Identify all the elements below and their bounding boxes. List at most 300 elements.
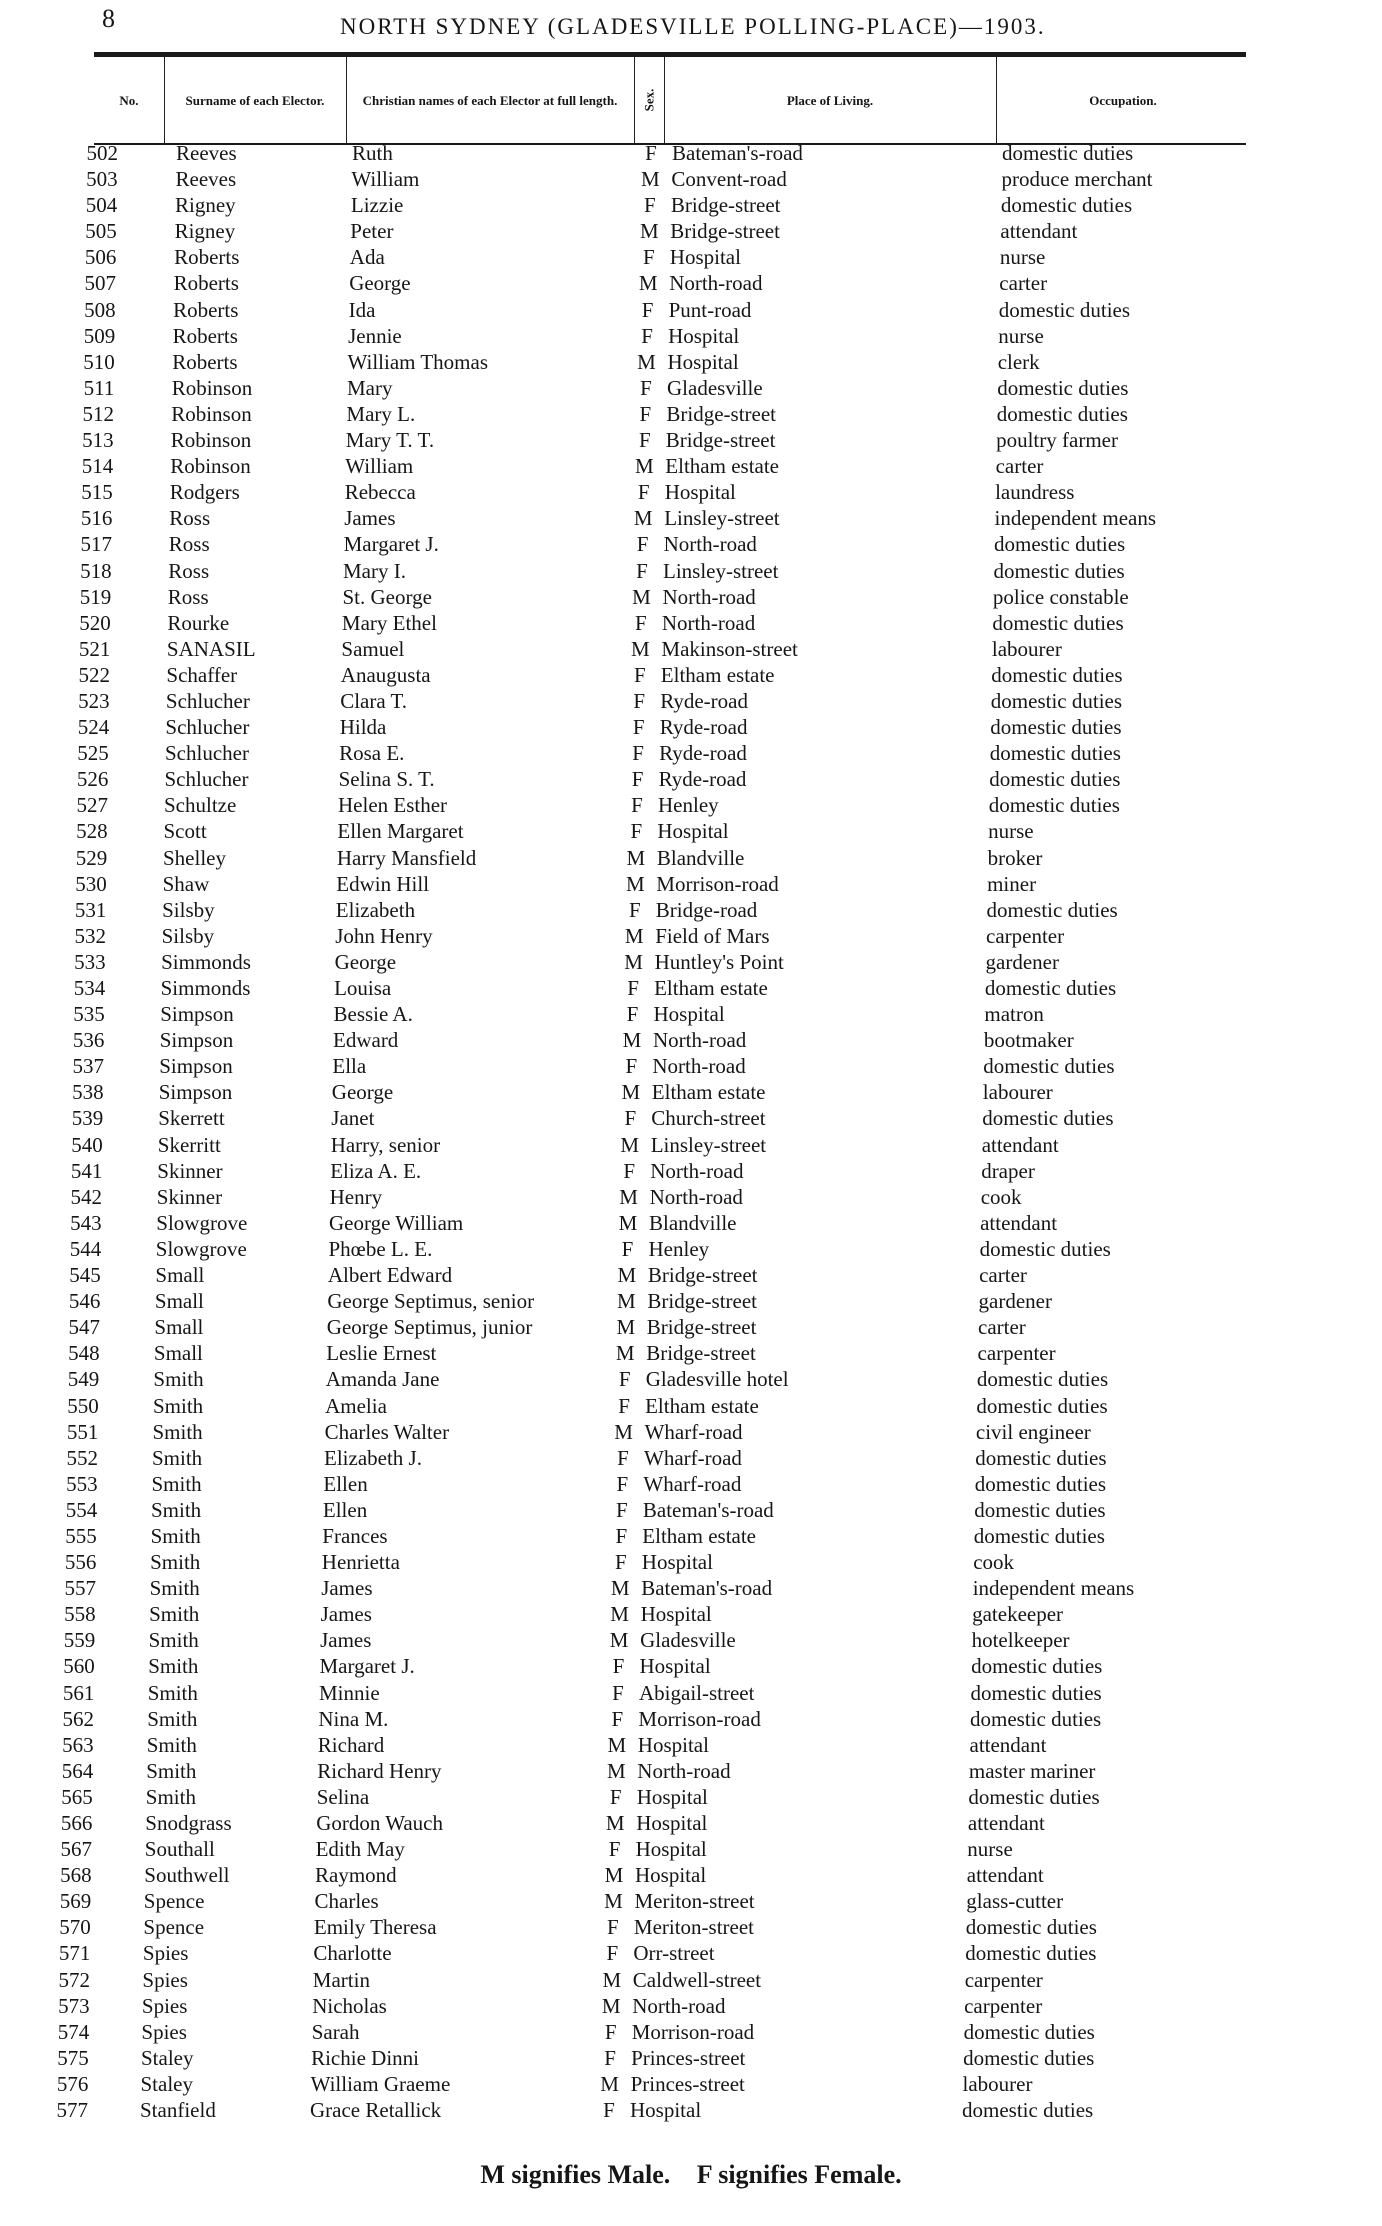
cell-place-of-living: Bridge-street <box>666 401 777 426</box>
cell-occupation: carpenter <box>986 923 1065 948</box>
cell-number: 509 <box>83 323 116 348</box>
cell-number: 507 <box>84 271 116 296</box>
cell-surname: Schultze <box>164 793 237 818</box>
cell-christian-names: Peter <box>350 219 394 244</box>
cell-surname: Rigney <box>174 219 236 244</box>
table-row <box>0 584 1382 610</box>
cell-christian-names: Louisa <box>334 976 392 1000</box>
cell-number: 550 <box>67 1393 99 1418</box>
cell-christian-names: Rosa E. <box>339 741 405 766</box>
cell-surname: Stanfield <box>140 2098 216 2123</box>
cell-sex: F <box>638 428 651 453</box>
cell-christian-names: William Thomas <box>347 349 488 374</box>
cell-christian-names: Minnie <box>319 1680 380 1705</box>
cell-occupation: carpenter <box>964 1967 1043 1992</box>
cell-number: 518 <box>80 558 112 583</box>
cell-occupation: police constable <box>992 584 1129 609</box>
table-row <box>0 558 1382 584</box>
cell-number: 566 <box>60 1811 93 1835</box>
cell-place-of-living: Bridge-street <box>646 1341 756 1366</box>
table-row <box>0 1288 1382 1314</box>
cell-surname: Smith <box>145 1784 196 1809</box>
cell-place-of-living: Hospital <box>641 1550 713 1575</box>
cell-christian-names: Jennie <box>348 323 402 348</box>
table-row <box>0 1888 1382 1914</box>
cell-place-of-living: Wharf-road <box>643 1471 742 1496</box>
cell-surname: Robinson <box>171 401 252 426</box>
cell-sex: M <box>610 1576 630 1601</box>
cell-sex: F <box>616 1471 629 1496</box>
cell-christian-names: Mary <box>347 375 393 400</box>
cell-christian-names: Mary Ethel <box>341 610 437 635</box>
cell-christian-names: Martin <box>312 1967 370 1992</box>
table-row <box>0 1445 1382 1471</box>
cell-surname: Schlucher <box>164 767 249 792</box>
cell-place-of-living: Hospital <box>667 349 739 374</box>
cell-sex: F <box>607 1915 619 1940</box>
table-row <box>0 1393 1382 1419</box>
cell-number: 542 <box>70 1184 102 1209</box>
cell-place-of-living: Blandville <box>656 845 745 870</box>
table-row <box>0 1340 1382 1366</box>
cell-place-of-living: Eltham estate <box>642 1523 757 1548</box>
table-row <box>0 1027 1382 1053</box>
cell-christian-names: Ellen <box>322 1497 368 1522</box>
cell-christian-names: Samuel <box>341 636 405 661</box>
cell-number: 567 <box>60 1837 92 1862</box>
cell-christian-names: Gordon Wauch <box>316 1811 443 1835</box>
table-row <box>0 1132 1382 1158</box>
cell-sex: M <box>607 1732 627 1757</box>
cell-surname: Spies <box>142 1941 189 1966</box>
cell-christian-names: Harry Mansfield <box>336 845 477 870</box>
cell-christian-names: Selina S. T. <box>338 767 435 792</box>
header-sex-label: Sex. <box>641 88 656 112</box>
cell-place-of-living: Hospital <box>668 323 740 348</box>
cell-sex: F <box>633 662 646 687</box>
table-row <box>0 923 1382 949</box>
cell-sex: M <box>610 1602 629 1627</box>
cell-surname: Simpson <box>160 1002 234 1027</box>
cell-sex: F <box>603 2098 615 2123</box>
cell-number: 506 <box>84 245 117 270</box>
cell-number: 554 <box>65 1497 98 1522</box>
cell-christian-names: St. George <box>342 584 432 609</box>
cell-place-of-living: North-road <box>650 1158 744 1183</box>
cell-number: 544 <box>69 1236 102 1261</box>
cell-occupation: domestic duties <box>996 401 1128 426</box>
cell-occupation: carter <box>995 454 1044 479</box>
cell-surname: Scott <box>163 819 207 844</box>
cell-sex: M <box>621 1080 641 1105</box>
cell-occupation: gatekeeper <box>972 1602 1064 1627</box>
table-row <box>0 192 1382 218</box>
table-row <box>0 2045 1382 2071</box>
cell-sex: M <box>624 949 643 974</box>
cell-christian-names: Mary T. T. <box>345 428 435 453</box>
cell-sex: F <box>631 793 643 818</box>
cell-sex: F <box>604 2019 617 2044</box>
cell-place-of-living: Hospital <box>669 245 741 270</box>
cell-christian-names: Ellen Margaret <box>337 819 464 844</box>
cell-number: 538 <box>72 1080 104 1105</box>
table-row <box>0 740 1382 766</box>
cell-occupation: domestic duties <box>984 976 1117 1000</box>
cell-number: 548 <box>68 1341 100 1366</box>
cell-surname: Smith <box>147 1680 198 1705</box>
cell-place-of-living: Ryde-road <box>658 767 747 792</box>
table-row <box>0 2071 1382 2097</box>
cell-surname: Smith <box>152 1419 203 1444</box>
cell-occupation: domestic duties <box>991 662 1123 687</box>
cell-christian-names: William <box>345 454 414 479</box>
cell-surname: Rigney <box>175 193 236 218</box>
cell-occupation: glass-cutter <box>966 1889 1064 1914</box>
table-row <box>0 949 1382 975</box>
cell-occupation: domestic duties <box>973 1523 1105 1548</box>
cell-number: 553 <box>66 1471 98 1496</box>
cell-surname: Small <box>155 1263 205 1288</box>
cell-place-of-living: Eltham estate <box>651 1080 766 1105</box>
cell-surname: Ross <box>168 532 210 557</box>
cell-sex: M <box>604 1889 623 1914</box>
cell-sex: M <box>637 349 656 374</box>
cell-place-of-living: Bridge-road <box>655 897 758 922</box>
cell-occupation: attendant <box>967 1811 1045 1835</box>
cell-sex: F <box>642 245 655 270</box>
column-divider <box>164 57 165 145</box>
cell-christian-names: Janet <box>331 1106 375 1131</box>
cell-occupation: civil engineer <box>975 1419 1091 1444</box>
legend-male: M signifies Male. <box>480 2160 671 2189</box>
cell-place-of-living: Hospital <box>657 819 729 844</box>
cell-surname: Smith <box>150 1523 201 1548</box>
cell-number: 573 <box>58 1993 90 2018</box>
cell-surname: SANASIL <box>166 636 256 661</box>
cell-occupation: domestic duties <box>965 1915 1097 1940</box>
cell-surname: Simpson <box>158 1080 233 1105</box>
table-row <box>0 479 1382 505</box>
cell-occupation: domestic duties <box>989 741 1121 766</box>
cell-surname: Roberts <box>173 297 239 322</box>
cell-occupation: gardener <box>985 949 1059 974</box>
table-row <box>0 1575 1382 1601</box>
cell-number: 540 <box>71 1132 103 1157</box>
table-row <box>0 427 1382 453</box>
cell-sex: F <box>606 1941 619 1966</box>
cell-number: 545 <box>69 1263 101 1288</box>
cell-christian-names: Clara T. <box>340 688 408 713</box>
cell-sex: M <box>604 1863 624 1888</box>
cell-sex: M <box>625 871 645 896</box>
cell-place-of-living: Hospital <box>636 1811 708 1835</box>
cell-surname: Robinson <box>171 375 253 400</box>
cell-christian-names: George <box>349 271 411 296</box>
cell-christian-names: Raymond <box>315 1863 397 1888</box>
cell-number: 522 <box>78 662 110 687</box>
cell-number: 516 <box>80 506 113 531</box>
cell-occupation: bootmaker <box>983 1028 1074 1053</box>
cell-occupation: carpenter <box>977 1341 1056 1366</box>
cell-sex: M <box>639 219 659 244</box>
cell-occupation: domestic duties <box>983 1054 1115 1079</box>
cell-sex: M <box>618 1210 638 1235</box>
cell-number: 541 <box>70 1158 103 1183</box>
cell-number: 570 <box>59 1915 91 1940</box>
cell-christian-names: Rebecca <box>344 480 416 505</box>
cell-place-of-living: Ryde-road <box>660 688 748 713</box>
cell-christian-names: Margaret J. <box>343 532 439 557</box>
cell-occupation: domestic duties <box>993 558 1125 583</box>
table-row <box>0 1732 1382 1758</box>
table-row <box>0 2097 1382 2123</box>
cell-number: 505 <box>85 219 117 244</box>
cell-place-of-living: Wharf-road <box>644 1445 742 1470</box>
cell-occupation: carpenter <box>964 1993 1043 2018</box>
table-row <box>0 1862 1382 1888</box>
cell-surname: Skinner <box>157 1158 223 1183</box>
header-no: No. <box>119 93 139 108</box>
cell-sex: M <box>609 1628 629 1653</box>
cell-occupation: domestic duties <box>974 1497 1106 1522</box>
cell-occupation: laundress <box>995 480 1075 505</box>
cell-place-of-living: North-road <box>637 1758 731 1783</box>
cell-sex: M <box>601 1993 621 2018</box>
cell-sex: F <box>631 767 644 792</box>
cell-place-of-living: Henley <box>648 1236 710 1261</box>
sex-legend <box>0 2160 1382 2190</box>
cell-surname: Spies <box>141 1993 188 2018</box>
table-row <box>0 1706 1382 1732</box>
table-row <box>0 792 1382 818</box>
cell-occupation: domestic duties <box>997 375 1129 400</box>
cell-surname: Snodgrass <box>145 1811 232 1835</box>
cell-christian-names: James <box>320 1628 372 1653</box>
cell-sex: M <box>605 1811 625 1835</box>
cell-place-of-living: Ryde-road <box>659 741 747 766</box>
cell-sex: M <box>614 1419 633 1444</box>
cell-number: 564 <box>61 1758 94 1783</box>
cell-occupation: independent means <box>972 1576 1135 1601</box>
cell-sex: M <box>626 845 646 870</box>
cell-sex: F <box>632 741 644 766</box>
cell-number: 530 <box>75 871 107 896</box>
cell-christian-names: Charlotte <box>313 1941 392 1966</box>
cell-occupation: domestic duties <box>990 715 1122 740</box>
cell-christian-names: George Septimus, junior <box>326 1315 533 1340</box>
table-row <box>0 1680 1382 1706</box>
cell-number: 531 <box>74 897 107 922</box>
cell-place-of-living: Bateman's-road <box>641 1576 773 1601</box>
cell-occupation: nurse <box>998 323 1044 348</box>
cell-surname: Ross <box>168 558 210 583</box>
cell-number: 508 <box>84 297 116 322</box>
table-row <box>0 1940 1382 1966</box>
table-row <box>0 1758 1382 1784</box>
cell-sex: M <box>634 454 654 479</box>
table-row <box>0 1653 1382 1679</box>
cell-number: 572 <box>58 1967 90 1992</box>
cell-occupation: domestic duties <box>994 532 1126 557</box>
cell-occupation: cook <box>973 1550 1015 1575</box>
cell-number: 552 <box>66 1445 98 1470</box>
cell-surname: Smith <box>150 1550 201 1575</box>
header-surname: Surname of each Elector. <box>185 93 325 108</box>
cell-number: 537 <box>72 1054 104 1079</box>
cell-sex: M <box>631 636 650 661</box>
cell-christian-names: Sarah <box>311 2019 360 2044</box>
cell-surname: Small <box>154 1315 204 1340</box>
cell-place-of-living: Caldwell-street <box>632 1967 762 1992</box>
cell-surname: Shelley <box>163 845 226 870</box>
cell-surname: Smith <box>148 1654 199 1679</box>
cell-occupation: nurse <box>999 245 1046 270</box>
cell-sex: F <box>611 1706 624 1731</box>
cell-place-of-living: Morrison-road <box>631 2019 755 2044</box>
cell-surname: Robinson <box>170 454 251 479</box>
cell-sex: F <box>630 819 643 844</box>
table-row <box>0 297 1382 323</box>
cell-place-of-living: Punt-road <box>668 297 752 322</box>
cell-sex: F <box>623 1158 636 1183</box>
cell-number: 517 <box>80 532 112 557</box>
cell-sex: F <box>626 1002 639 1027</box>
cell-occupation: domestic duties <box>989 767 1121 792</box>
cell-sex: F <box>636 532 649 557</box>
cell-occupation: domestic duties <box>1000 193 1133 218</box>
table-row <box>0 662 1382 688</box>
cell-place-of-living: Hospital <box>639 1654 711 1679</box>
cell-surname: Schlucher <box>165 741 249 766</box>
cell-surname: Ross <box>167 584 209 609</box>
cell-occupation: attendant <box>981 1132 1059 1157</box>
cell-christian-names: Elizabeth J. <box>324 1445 422 1470</box>
cell-occupation: master mariner <box>968 1758 1096 1783</box>
cell-sex: F <box>625 1054 638 1079</box>
cell-surname: Rourke <box>167 610 230 635</box>
cell-surname: Small <box>154 1289 204 1314</box>
table-row <box>0 323 1382 349</box>
cell-number: 520 <box>79 610 111 635</box>
cell-place-of-living: Meriton-street <box>634 1889 755 1914</box>
cell-number: 534 <box>73 976 106 1000</box>
cell-surname: Reeves <box>175 167 237 192</box>
cell-occupation: domestic duties <box>1002 141 1134 165</box>
cell-place-of-living: Linsley-street <box>664 506 780 531</box>
cell-christian-names: Ruth <box>352 141 393 165</box>
cell-place-of-living: Bateman's-road <box>672 141 803 165</box>
cell-place-of-living: Abigail-street <box>639 1680 755 1705</box>
cell-place-of-living: North-road <box>652 1054 746 1079</box>
cell-occupation: carter <box>978 1315 1026 1340</box>
cell-christian-names: John Henry <box>335 923 433 948</box>
cell-occupation: labourer <box>962 2071 1033 2096</box>
cell-sex: F <box>612 1680 624 1705</box>
table-row <box>0 1366 1382 1392</box>
table-row <box>0 1914 1382 1940</box>
cell-number: 528 <box>76 819 108 844</box>
cell-occupation: clerk <box>997 349 1040 374</box>
cell-christian-names: Phœbe L. E. <box>328 1236 433 1261</box>
cell-number: 543 <box>70 1210 102 1235</box>
cell-place-of-living: Bridge-street <box>670 219 780 244</box>
cell-christian-names: James <box>344 506 396 531</box>
header-sex <box>634 78 664 122</box>
cell-sex: F <box>608 1837 621 1862</box>
cell-occupation: independent means <box>994 506 1157 531</box>
cell-number: 563 <box>62 1732 94 1757</box>
table-row <box>0 1419 1382 1445</box>
cell-surname: Southall <box>144 1837 215 1862</box>
cell-surname: Smith <box>149 1576 200 1601</box>
cell-christian-names: Nicholas <box>312 1993 387 2018</box>
cell-number: 569 <box>59 1889 92 1914</box>
cell-sex: F <box>639 401 652 426</box>
cell-number: 555 <box>65 1523 97 1548</box>
table-row <box>0 1497 1382 1523</box>
cell-sex: F <box>627 976 639 1000</box>
table-row <box>0 636 1382 662</box>
cell-place-of-living: Convent-road <box>671 167 787 192</box>
cell-place-of-living: Church-street <box>651 1106 766 1131</box>
cell-christian-names: Hilda <box>339 715 387 740</box>
cell-occupation: attendant <box>966 1863 1044 1888</box>
cell-place-of-living: Henley <box>658 793 719 818</box>
cell-surname: Roberts <box>174 245 240 270</box>
cell-place-of-living: Blandville <box>649 1210 737 1235</box>
cell-christian-names: Emily Theresa <box>313 1915 437 1940</box>
cell-occupation: attendant <box>980 1210 1058 1235</box>
cell-number: 512 <box>82 401 114 426</box>
cell-number: 515 <box>81 480 113 505</box>
cell-occupation: domestic duties <box>998 297 1131 322</box>
table-row <box>0 871 1382 897</box>
cell-surname: Smith <box>151 1497 202 1522</box>
cell-occupation: domestic duties <box>962 2098 1094 2123</box>
cell-sex: F <box>637 480 650 505</box>
table-row <box>0 1105 1382 1131</box>
cell-surname: Smith <box>146 1758 197 1783</box>
cell-number: 503 <box>86 167 118 192</box>
cell-christian-names: Richie Dinni <box>311 2045 419 2070</box>
cell-surname: Smith <box>146 1732 197 1757</box>
column-divider <box>664 57 665 145</box>
cell-number: 576 <box>56 2071 89 2096</box>
cell-number: 533 <box>74 949 106 974</box>
cell-occupation: draper <box>981 1158 1035 1183</box>
cell-christian-names: Amanda Jane <box>325 1367 440 1392</box>
cell-sex: F <box>644 193 656 218</box>
cell-sex: F <box>604 2045 616 2070</box>
cell-sex: F <box>621 1236 634 1261</box>
cell-occupation: nurse <box>988 819 1034 844</box>
table-row <box>0 218 1382 244</box>
cell-christian-names: Margaret J. <box>319 1654 415 1679</box>
cell-surname: Ross <box>169 506 211 531</box>
cell-occupation: labourer <box>982 1080 1053 1105</box>
table-row <box>0 766 1382 792</box>
table-row <box>0 1549 1382 1575</box>
page-title: NORTH SYDNEY (GLADESVILLE POLLING-PLACE)—1903. <box>340 14 1046 39</box>
table-row <box>0 270 1382 296</box>
table-row <box>0 714 1382 740</box>
cell-sex: M <box>641 167 660 192</box>
table-row <box>0 1236 1382 1262</box>
cell-surname: Rodgers <box>169 480 240 505</box>
cell-place-of-living: Makinson-street <box>661 636 798 661</box>
cell-christian-names: Nina M. <box>318 1706 389 1731</box>
cell-occupation: hotelkeeper <box>971 1628 1070 1653</box>
